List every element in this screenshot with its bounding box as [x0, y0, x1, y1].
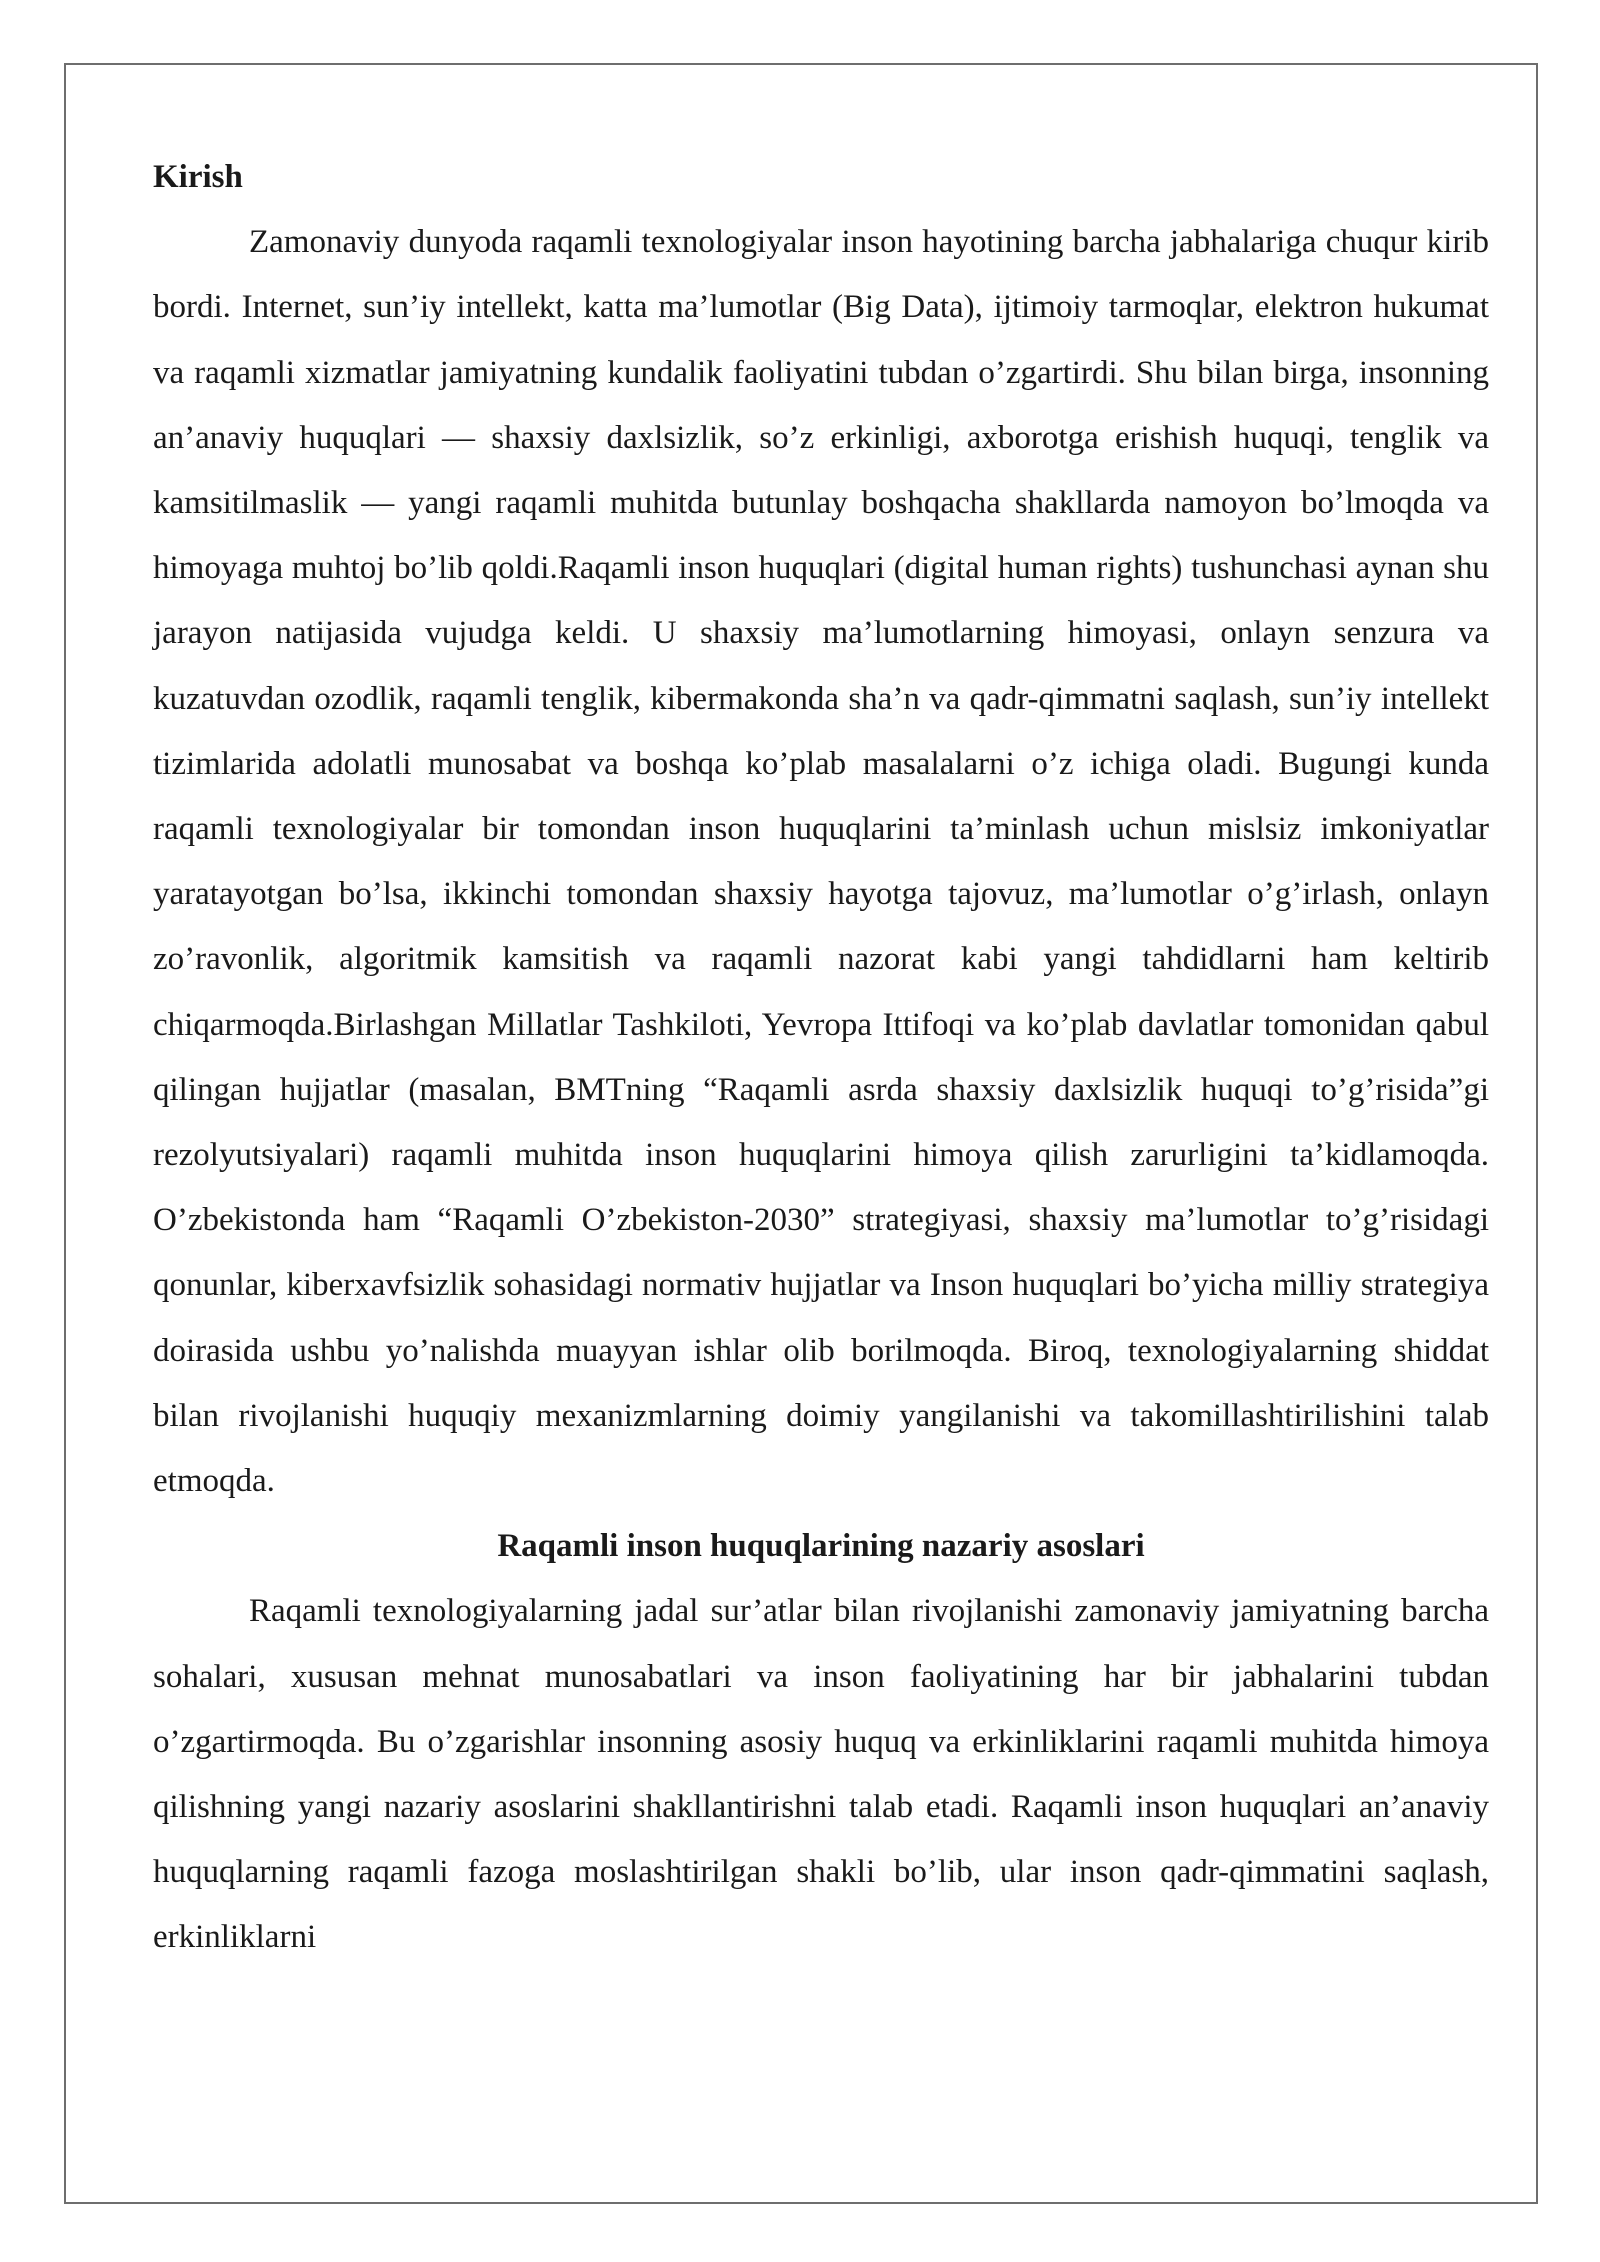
theoretical-foundations-paragraph: Raqamli texnologiyalarning jadal sur’atlar bilan rivojlanishi zamonaviy jamiyatning barcha sohalari, xususan mehnat munosabatlari va inson faoliyatining har bir jabhalarini tubdan o’zgartirmoqda. Bu o’zgarishlar insonning asosiy huquq va erkinliklarini raqamli muhitda himoya qilishning yangi nazariy asoslarini shakllantirishni talab etadi. Raqamli inson huquqlari an’anaviy huquqlarning raqamli fazoga moslashtirilgan shakli bo’lib, ular inson qadr-qimmatini saqlash, erkinliklarni: [153, 1593, 1489, 1956]
section-heading-introduction: Kirish: [153, 159, 243, 195]
section-heading-theoretical-foundations: Raqamli inson huquqlarining nazariy asoslari: [497, 1528, 1145, 1565]
introduction-paragraph: Zamonaviy dunyoda raqamli texnologiyalar inson hayotining barcha jabhalariga chuqur kirib bordi. Internet, sun’iy intellekt, katta ma’lumotlar (Big Data), ijtimoiy tarmoqlar, elektron hukumat va raqamli xizmatlar jamiyatning kundalik faoliyatini tubdan o’zgartirdi. Shu bilan birga, insonning an’anaviy huquqlari — shaxsiy daxlsizlik, so’z erkinligi, axborotga erishish huquqi, tenglik va kamsitilmaslik — yangi raqamli muhitda butunlay boshqacha shakllarda namoyon bo’lmoqda va himoyaga muhtoj bo’lib qoldi.Raqamli inson huquqlari (digital human rights) tushunchasi aynan shu jarayon natijasida vujudga keldi. U shaxsiy ma’lumotlarning himoyasi, onlayn senzura va kuzatuvdan ozodlik, raqamli tenglik, kibermakonda sha’n va qadr-qimmatni saqlash, sun’iy intellekt tizimlarida adolatli munosabat va boshqa ko’plab masalalarni o’z ichiga oladi. Bugungi kunda raqamli texnologiyalar bir tomondan inson huquqlarini ta’minlash uchun mislsiz imkoniyatlar yaratayotgan bo’lsa, ikkinchi tomondan shaxsiy hayotga tajovuz, ma’lumotlar o’g’irlash, onlayn zo’ravonlik, algoritmik kamsitish va raqamli nazorat kabi yangi tahdidlarni ham keltirib chiqarmoqda.Birlashgan Millatlar Tashkiloti, Yevropa Ittifoqi va ko’plab davlatlar tomonidan qabul qilingan hujjatlar (masalan, BMTning “Raqamli asrda shaxsiy daxlsizlik huquqi to’g’risida”gi rezolyutsiyalari) raqamli muhitda inson huquqlarini himoya qilish zarurligini ta’kidlamoqda. O’zbekistonda ham “Raqamli O’zbekiston-2030” strategiyasi, shaxsiy ma’lumotlar to’g’risidagi qonunlar, kiberxavfsizlik sohasidagi normativ hujjatlar va Inson huquqlari bo’yicha milliy strategiya doirasida ushbu yo’nalishda muayyan ishlar olib borilmoqda. Biroq, texnologiyalarning shiddat bilan rivojlanishi huquqiy mexanizmlarning doimiy yangilanishi va takomillashtirilishini talab etmoqda.: [153, 224, 1489, 1500]
document-body: [153, 145, 1489, 1971]
